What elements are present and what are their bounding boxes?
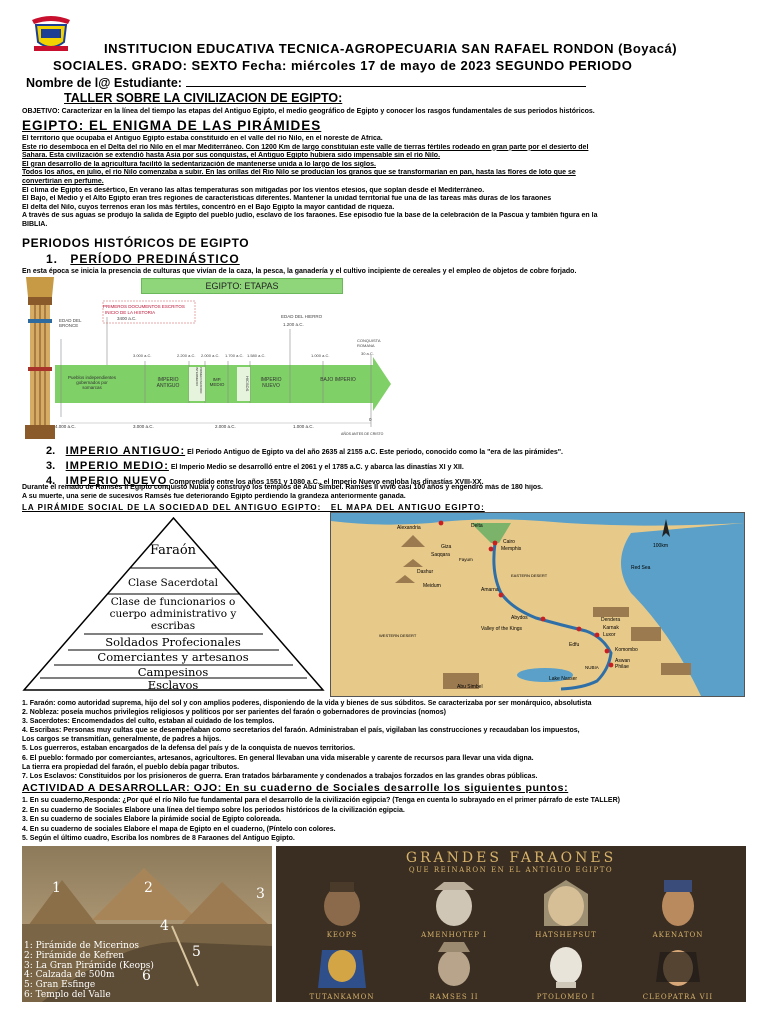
empire-number: 2. xyxy=(46,445,56,457)
enigma-line: El delta del Nilo, cuyos terrenos eran los más fértiles, concentró en el Bajo Egipto la mayor cantidad de riqueza. xyxy=(22,203,395,211)
map-label: Delta xyxy=(471,523,483,529)
empire-text: El Periodo Antiguo de Egipto va del año 2635 al 2155 a.C. Este periodo, conocido como la "era de las pirámides". xyxy=(185,449,563,456)
giza-number: 2 xyxy=(144,880,153,896)
periods-title: PERIODOS HISTÓRICOS DE EGIPTO xyxy=(22,236,250,250)
timeline-bottom-note: AÑOS ANTES DE CRISTO xyxy=(341,432,384,436)
map-label: Philae xyxy=(615,664,629,670)
activity-item: 4. En su cuaderno de sociales Elabore el mapa de Egipto en el cuaderno, (Píntelo con colores. xyxy=(22,825,336,833)
map-label: Aswan xyxy=(615,658,631,664)
pharaoh-card xyxy=(516,880,616,939)
timeline-label-docs: PRIMEROS DOCUMENTOS ESCRITOS xyxy=(103,304,185,309)
giza-photo xyxy=(22,846,272,1002)
pharaohs-subtitle: QUE REINARON EN EL ANTIGUO EGIPTO xyxy=(408,866,614,874)
timeline-label-roman: CONQUISTA ROMANA xyxy=(357,338,381,348)
timeline-small-date: 2.200 a.C. xyxy=(177,353,196,358)
timeline-hicsos: HICSOS xyxy=(245,376,250,392)
map-label: Amarna xyxy=(481,587,499,593)
timeline-stage-3: IMPERIO NUEVO xyxy=(260,377,282,389)
empire-item xyxy=(46,441,746,456)
enigma-title: EGIPTO: EL ENIGMA DE LAS PIRÁMIDES xyxy=(22,118,322,133)
student-name-label: Nombre de l@ Estudiante: xyxy=(26,76,182,90)
giza-legend-item: 1: Pirámide de Micerinos xyxy=(24,941,140,951)
activity-item: 5. Según el último cuadro, Escriba los nombres de 8 Faraones del Antiguo Egipto. xyxy=(22,835,295,843)
period-1-number: 1. xyxy=(46,252,59,266)
pharaoh-name: PTOLOMEO I xyxy=(536,993,596,1001)
pharaoh-card xyxy=(404,942,504,1000)
timeline-small-date: 2.000 a.C. xyxy=(201,353,220,358)
pharaoh-portrait-icon xyxy=(404,942,504,988)
empire-text: Comprendido entre los años 1551 y 1080 a.C., el Imperio Nuevo engloba las dinastías XVIII-XX. xyxy=(167,479,484,486)
enigma-line: El Bajo, el Medio y el Alto Egipto eran tres regiones de características diferentes. Mantener la unidad territorial fue una de las tareas más duras de los faraones xyxy=(22,195,552,203)
map-scale: 100km xyxy=(653,543,669,549)
enigma-line: El gran desarrollo de la agricultura facilitó la sedentarización de mantenerse unida a lo largo de los siglos. xyxy=(22,160,376,168)
school-name: INSTITUCION EDUCATIVA TECNICA-AGROPECUARIA SAN RAFAEL RONDON (Boyacá) xyxy=(104,41,678,56)
enigma-line: convertirían en perfume. xyxy=(22,177,104,185)
map-label: EASTERN DESERT xyxy=(511,573,548,578)
map-label: Saqqara xyxy=(431,552,450,558)
giza-number: 6 xyxy=(142,968,151,984)
map-label: Valley of the Kings xyxy=(481,626,523,632)
timeline-panel xyxy=(55,277,392,437)
map-label: Cairo xyxy=(503,539,515,545)
timeline-bottom-date: 0 xyxy=(369,417,372,422)
map-label: Alexandria xyxy=(397,525,421,531)
pyramid-level-officials: Clase de funcionarios o cuerpo administrativo y escribas xyxy=(109,596,237,632)
class-item: 6. El pueblo: formado por comerciantes, artesanos, agricultores. En general llevaban una vida miserable y carente de recursos para llevar una vida digna. xyxy=(22,754,534,762)
pharaoh-portrait-icon xyxy=(292,880,392,926)
giza-legend-item: 3: La Gran Pirámide (Keops) xyxy=(24,960,154,971)
timeline-title: EGIPTO: ETAPAS xyxy=(141,278,343,294)
pyramid-level-pharaoh: Faraón xyxy=(149,543,197,558)
map-label: Memphis xyxy=(501,546,522,552)
egyptian-column-image xyxy=(25,277,55,439)
student-name-line[interactable] xyxy=(186,76,586,87)
pharaoh-name: HATSHEPSUT xyxy=(535,931,597,939)
enigma-line: Sahara. Esta civilización se extendió hasta Asia por sus conquistas, el Antiguo Egipto hubiera sido impensable sin el río Nilo. xyxy=(22,152,441,160)
map-label: Komombo xyxy=(615,647,638,653)
timeline-stage-0: Pueblos independientes gobernados por somarcas xyxy=(67,375,117,390)
class-item: 1. Faraón: como autoridad suprema, hijo del sol y con amplios poderes, disponiendo de la vida y bienes de sus súbditos. Se caracterizaba por ser monárquico, absolutista xyxy=(22,700,592,707)
empire-title: IMPERIO NUEVO xyxy=(65,475,168,487)
enigma-line: A través de sus aguas se produjo la salida de Egipto del pueblo judío, esclavo de los faraones. Ese episodio fue la base de la celebración de la Pascua y también figura en la xyxy=(22,212,598,220)
activity-item: 3. En su cuaderno de sociales Elabore la pirámide social de Egipto coloreada. xyxy=(22,816,282,824)
empire-number: 4. xyxy=(46,475,56,487)
map-label: Giza xyxy=(441,544,452,550)
pyramid-level-soldiers: Soldados Profecionales xyxy=(105,635,241,649)
giza-legend-item: 6: Templo del Valle xyxy=(24,989,111,1000)
class-item: La tierra era propiedad del faraón, el pueblo debía pagar tributos. xyxy=(22,763,240,771)
pharaoh-name: TUTANKAMON xyxy=(309,993,375,1001)
empire-number: 3. xyxy=(46,460,56,472)
activity-title: ACTIVIDAD A DESARROLLAR: OJO: En su cuaderno de Sociales desarrolle los siguientes puntos: xyxy=(22,782,569,794)
giza-number: 1 xyxy=(52,880,61,896)
map-label: Abydos xyxy=(511,615,528,621)
objective-text: OBJETIVO: Caracterizar en la línea del tiempo las etapas del Antiguo Egipto, el medio geográfico de Egipto y conocer los rasgos fundamentales de sus periodos históricos. xyxy=(22,108,595,115)
map-label: WESTERN DESERT xyxy=(379,633,417,638)
giza-number: 3 xyxy=(256,886,265,902)
course-date-line: SOCIALES. GRADO: SEXTO Fecha: miércoles 17 de mayo de 2023 SEGUNDO PERIODO xyxy=(53,58,633,73)
map-label: Karnak xyxy=(603,625,619,631)
pharaoh-name: KEOPS xyxy=(326,931,358,939)
pharaoh-name: CLEOPATRA VII xyxy=(642,993,714,1001)
pharaoh-card xyxy=(404,880,504,939)
social-classes-list xyxy=(22,699,747,781)
social-pyramid xyxy=(22,516,325,692)
giza-legend-item: 2: Pirámide de Kefren xyxy=(24,950,125,961)
map-label: Edfu xyxy=(569,642,580,648)
ramses-line: Durante el reinado de Ramsés II Egipto conquistó Nubia y construyó los templos de Abu Simbel. Ramsés II vivió casi 100 años y engendró más de 180 hijos. xyxy=(22,484,543,491)
timeline-bottom-date: 3.000 a.C. xyxy=(133,424,154,429)
class-item: 7. Los Esclavos: Constituidos por los prisioneros de guerra. Eran tratados bárbaramente y condenados a trabajos forzados en las grandes obras públicas. xyxy=(22,772,538,780)
pharaoh-card xyxy=(292,880,392,939)
ramses-text xyxy=(22,484,543,501)
timeline-graphic xyxy=(55,277,392,437)
pharaoh-card xyxy=(628,880,728,939)
pharaoh-portrait-icon xyxy=(292,942,392,988)
giza-legend-item: 5: Gran Esfinge xyxy=(24,980,96,991)
timeline-bottom-date: 1.000 a.C. xyxy=(293,424,314,429)
enigma-text xyxy=(22,135,742,230)
timeline-small-date: 3.000 a.C. xyxy=(133,353,152,358)
giza-legend-item: 4: Calzada de 500m xyxy=(24,970,115,981)
workshop-title: TALLER SOBRE LA CIVILIZACION DE EGIPTO: xyxy=(64,91,343,105)
compass-icon xyxy=(659,519,673,539)
giza-number: 4 xyxy=(160,918,169,934)
pharaohs-title: GRANDES FARAONES xyxy=(405,850,617,866)
timeline-label-roman-date: 30 a.C. xyxy=(361,351,374,356)
map-label: Dendera xyxy=(601,617,621,623)
timeline-intermediate: PRIMER PERIODO INTERMEDIO xyxy=(195,367,203,394)
timeline-label-history: INICIO DE LA HISTORIA xyxy=(105,310,156,315)
pyramid-level-merchants: Comerciantes y artesanos xyxy=(97,650,249,664)
pharaoh-portrait-icon xyxy=(404,880,504,926)
class-item: Los cargos se transmitían, generalmente, de padres a hijos. xyxy=(22,736,222,744)
pyramid-level-slaves: Esclavos xyxy=(147,678,199,692)
timeline-label-history-date: 3400 a.C. xyxy=(117,316,137,321)
empire-title: IMPERIO ANTIGUO: xyxy=(65,445,186,457)
pharaohs-poster xyxy=(276,846,746,1002)
timeline-bottom-date: 4.000 a.C. xyxy=(55,424,76,429)
enigma-line: El territorio que ocupaba el Antiguo Egipto estaba constituido en el valle del río Nilo, en el noreste de África. xyxy=(22,135,383,142)
empire-text: El Imperio Medio se desarrolló entre el 2061 y el 1785 a.C. y abarca las dinastías XI y XII. xyxy=(168,464,464,471)
empire-item xyxy=(46,456,746,471)
enigma-line: Todos los años, en julio, el río Nilo comenzaba a subir. En las orillas del Rio Nilo se producían los granos que se transformarían en pan, hasta las flores de loto que se xyxy=(22,169,576,177)
timeline-stage-2: IMP. MEDIO xyxy=(209,377,225,387)
timeline-stage-4: BAJO IMPERIO xyxy=(320,377,356,383)
period-1-text: En esta época se inicia la presencia de culturas que vivían de la caza, la pesca, la ganadería y el cultivo incipiente de cereales y el empleo de objetos de cobre forjado. xyxy=(22,268,577,275)
pharaoh-card xyxy=(516,942,616,1000)
timeline-small-date: 1.700 a.C. xyxy=(225,353,244,358)
map-label: Abu Simbel xyxy=(457,684,483,690)
pharaoh-portrait-icon xyxy=(516,942,616,988)
timeline-bottom-date: 2.000 a.C. xyxy=(215,424,236,429)
pharaoh-card xyxy=(628,942,728,1000)
activity-item: 2. En su cuaderno de Sociales Elabore una línea del tiempo sobre los periodos históricos de la civilización egipcia. xyxy=(22,806,405,814)
map-label: Fayum xyxy=(459,557,473,562)
timeline-label-iron-date: 1.200 a.C. xyxy=(283,322,304,327)
timeline-small-date: 1.580 a.C. xyxy=(247,353,266,358)
giza-number: 5 xyxy=(192,944,201,960)
activity-item: 1. En su cuaderno,Responda: ¿Por qué el río Nilo fue fundamental para el desarrollo de la civilización egipcia? (Tenga en cuenta lo subrayado en el primer párrafo de este TALLER) xyxy=(22,797,620,804)
class-item: 3. Sacerdotes: Encomendados del culto, estaban al cuidado de los templos. xyxy=(22,718,275,726)
class-item: 5. Los guerreros, estaban encargados de la defensa del país y de la conquista de nuevos territorios. xyxy=(22,745,355,753)
enigma-line: Este río desemboca en el Delta del río Nilo en el mar Mediterráneo. Con 1200 Km de largo constituían este valle de tierras fértiles rodeado en gran parte por el desierto del xyxy=(22,143,589,151)
timeline-small-date: 1.000 a.C. xyxy=(311,353,330,358)
pharaoh-name: AKENATON xyxy=(652,931,704,939)
period-1-heading xyxy=(46,252,240,266)
pyramid-level-priests: Clase Sacerdotal xyxy=(127,577,219,589)
giza-legend xyxy=(24,942,154,1001)
class-item: 4. Escribas: Personas muy cultas que se desempeñaban como secretarios del faraón. Administraban el país, vigilaban las construcciones y recaudaban los impuestos, xyxy=(22,727,580,735)
pharaoh-card xyxy=(292,942,392,1000)
class-item: 2. Nobleza: poseía muchos privilegios religiosos y políticos por ser parientes del faraón o gobernadores de provincias (nomos) xyxy=(22,709,446,717)
map-label: Meidum xyxy=(423,583,441,589)
enigma-line: BIBLIA. xyxy=(22,220,48,228)
school-logo xyxy=(28,14,74,54)
timeline-label-iron: EDAD DEL HIERRO xyxy=(281,314,323,319)
pharaoh-name: AMENHOTEP I xyxy=(421,931,487,939)
pyramid-map-title: LA PIRÁMIDE SOCIAL DE LA SOCIEDAD DEL ANTIGUO EGIPTO: EL MAPA DEL ANTIGUO EGIPTO: xyxy=(22,503,485,512)
enigma-line: El clima de Egipto es desértico, En verano las altas temperaturas son mitigadas por los vientos etesios, que soplan desde el Mediterráneo. xyxy=(22,186,485,194)
student-name-row xyxy=(26,74,586,92)
empire-list xyxy=(46,441,746,486)
timeline-stage-1: IMPERIO ANTIGUO xyxy=(156,377,180,389)
empire-title: IMPERIO MEDIO: xyxy=(65,460,169,472)
map-label: Luxor xyxy=(603,632,616,638)
pyramid-level-peasants: Campesinos xyxy=(137,665,209,679)
map-label: Lake Nasser xyxy=(549,676,578,682)
map-graphic xyxy=(331,513,744,696)
pharaoh-name: RAMSES II xyxy=(429,993,479,1001)
egypt-map xyxy=(330,512,745,697)
pharaoh-portrait-icon xyxy=(516,880,616,926)
activity-list xyxy=(22,796,747,844)
period-1-title: PERÍODO PREDINÁSTICO xyxy=(70,252,240,266)
map-label: Dashur xyxy=(417,569,434,575)
map-label: NUBIA xyxy=(585,665,599,670)
map-label: Red Sea xyxy=(631,565,651,571)
pharaoh-portrait-icon xyxy=(628,880,728,926)
pharaoh-portrait-icon xyxy=(628,942,728,988)
ramses-line: A su muerte, una serie de sucesivos Ramsés fue deteriorando Egipto perdiendo la grandeza anteriormente ganada. xyxy=(22,492,406,500)
timeline-label-bronze: EDAD DEL BRONCE xyxy=(59,318,82,328)
